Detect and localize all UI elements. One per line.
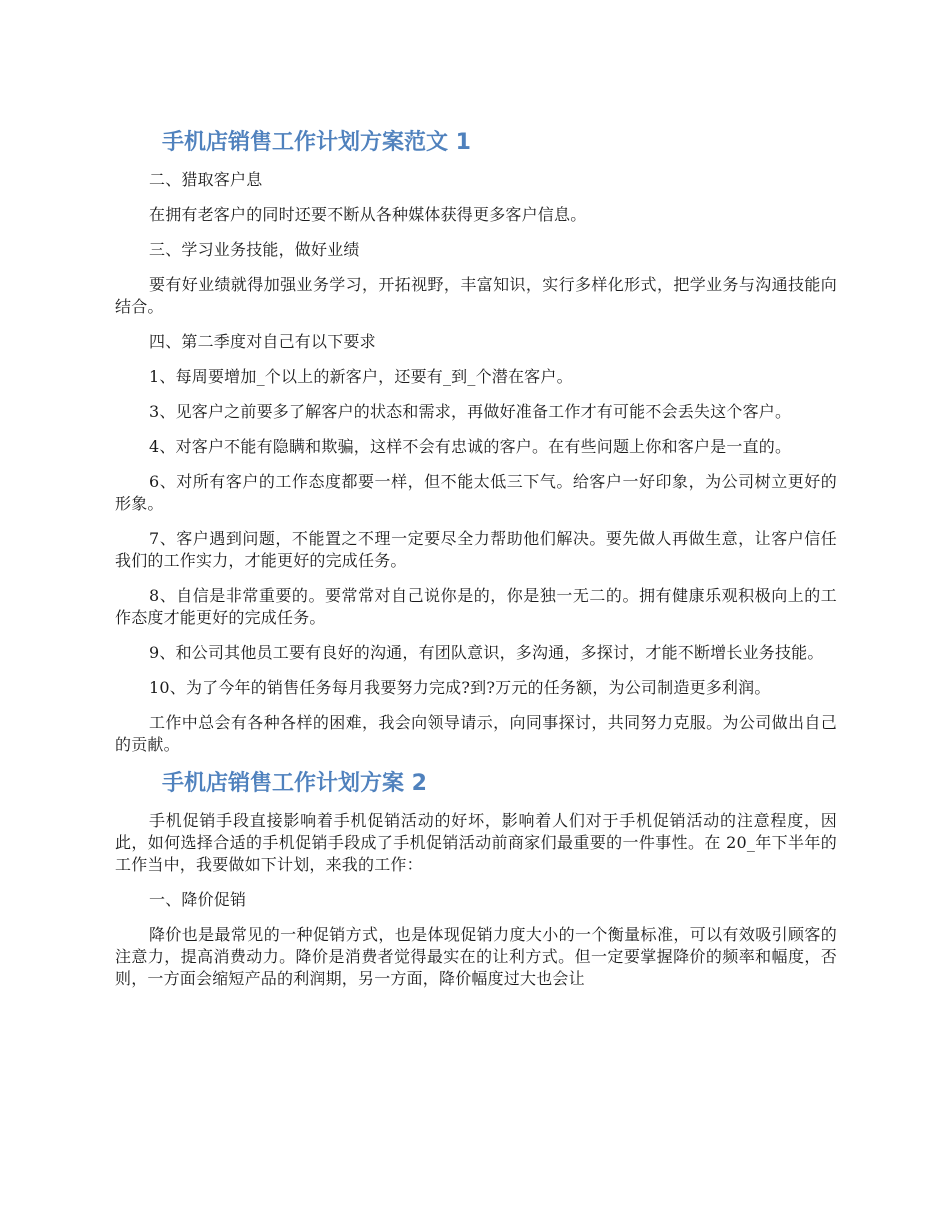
paragraph: 3、见客户之前要多了解客户的状态和需求，再做好准备工作才有可能不会丢失这个客户。	[149, 402, 792, 421]
paragraph: 手机促销手段直接影响着手机促销活动的好坏，影响着人们对于手机促销活动的注意程度，因此，如何选择合适的手机促销手段成了手机促销活动前商家们最重要的一件事性。在 20_年下半年的工作当中，我要做如下计划，来我的工作：	[115, 811, 837, 874]
paragraph: 7、客户遇到问题，不能置之不理一定要尽全力帮助他们解决。要先做人再做生意，让客户信任我们的工作实力，才能更好的完成任务。	[115, 529, 837, 570]
paragraph: 在拥有老客户的同时还要不断从各种媒体获得更多客户信息。	[149, 205, 587, 224]
paragraph: 9、和公司其他员工要有良好的沟通，有团队意识，多沟通，多探讨，才能不断增长业务技能。	[149, 643, 824, 662]
paragraph: 8、自信是非常重要的。要常常对自己说你是的，你是独一无二的。拥有健康乐观积极向上的工作态度才能更好的完成任务。	[115, 586, 837, 627]
paragraph: 10、为了今年的销售任务每月我要努力完成?到?万元的任务额，为公司制造更多利润。	[149, 678, 771, 697]
paragraph: 要有好业绩就得加强业务学习，开拓视野，丰富知识，实行多样化形式，把学业务与沟通技能向结合。	[115, 275, 837, 316]
section-2-title: 手机店销售工作计划方案 2	[162, 771, 427, 796]
paragraph: 工作中总会有各种各样的困难，我会向领导请示，向同事探讨，共同努力克服。为公司做出自己的贡献。	[115, 713, 837, 754]
document-body	[115, 128, 837, 1003]
paragraph: 四、第二季度对自己有以下要求	[149, 332, 376, 351]
paragraph: 二、猎取客户息	[149, 170, 263, 189]
paragraph: 6、对所有客户的工作态度都要一样，但不能太低三下气。给客户一好印象，为公司树立更好的形象。	[115, 472, 837, 513]
paragraph: 4、对客户不能有隐瞒和欺骗，这样不会有忠诚的客户。在有些问题上你和客户是一直的。	[149, 437, 792, 456]
paragraph: 1、每周要增加_个以上的新客户，还要有_到_个潜在客户。	[149, 367, 573, 386]
paragraph: 降价也是最常见的一种促销方式，也是体现促销力度大小的一个衡量标准，可以有效吸引顾客的注意力，提高消费动力。降价是消费者觉得最实在的让利方式。但一定要掌握降价的频率和幅度，否则，一方面会缩短产品的利润期，另一方面，降价幅度过大也会让	[115, 925, 837, 988]
paragraph: 三、学习业务技能，做好业绩	[149, 240, 360, 259]
section-1-title: 手机店销售工作计划方案范文 1	[162, 130, 471, 155]
paragraph: 一、降价促销	[149, 890, 247, 909]
